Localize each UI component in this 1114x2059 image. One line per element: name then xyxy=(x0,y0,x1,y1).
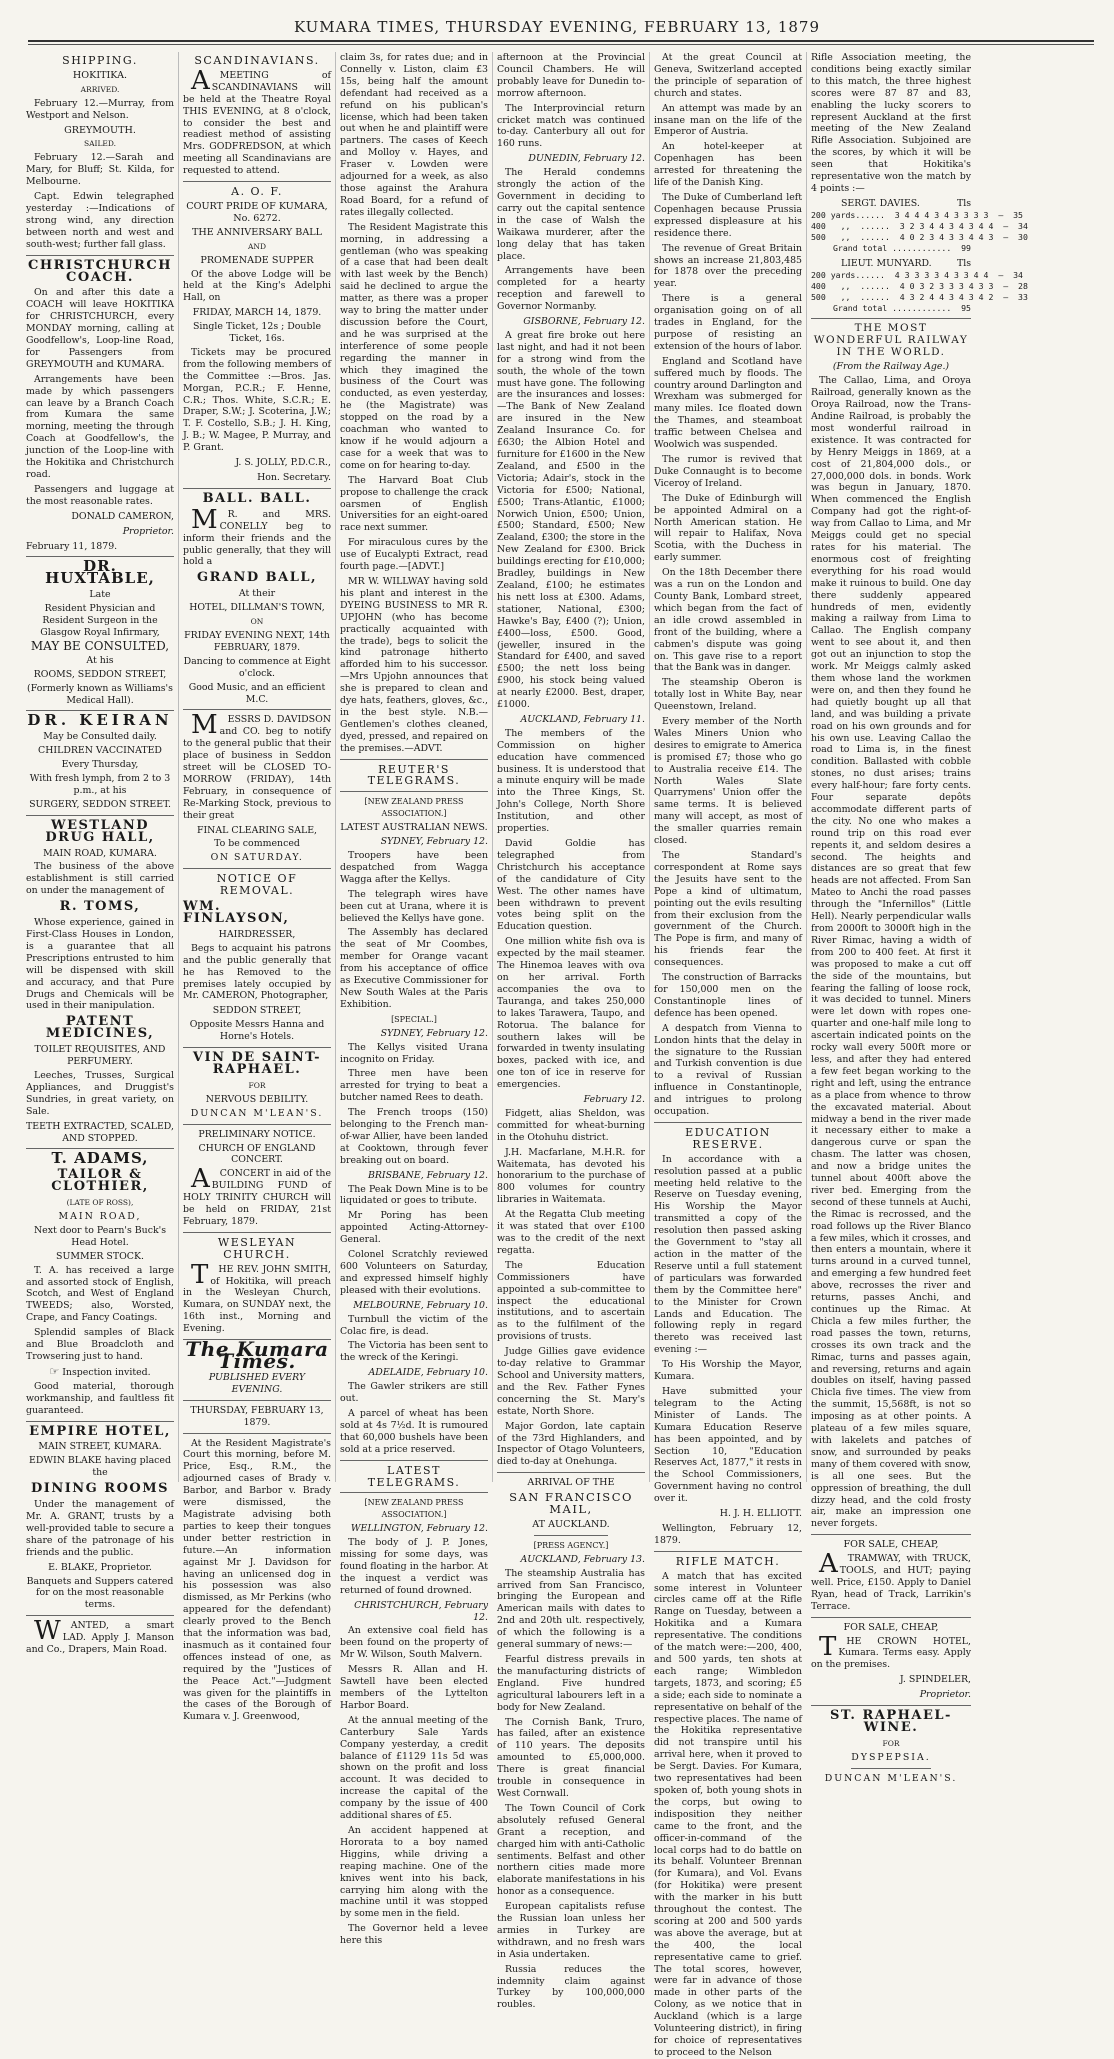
telegram-text: Mr Poring has been appointed Acting-Attorney-General. xyxy=(340,1210,488,1246)
telegram-text: The steamship Oberon is totally lost in White Bay, near Queenstown, Ireland. xyxy=(654,677,802,713)
dateline: WELLINGTON, February 12. xyxy=(350,1523,488,1535)
ad-line: FRIDAY, MARCH 14, 1879. xyxy=(192,307,322,319)
dateline: February 12. xyxy=(583,1094,645,1106)
shooter-name: LIEUT. MUNYARD. xyxy=(841,257,932,269)
telegram-text: Troopers have been despatched from Wagga Wagga after the Kellys. xyxy=(340,850,488,885)
ad-line: (LATE OF ROSS), xyxy=(66,1198,134,1208)
article-text: Have submitted your telegram to the Acting Minister of Lands. The Kumara Education Reserve has been appointed, and by Section 10, "Education Reserves Act, 1877," it rests in the School Commissioners, Government having no control over it. xyxy=(654,1385,802,1505)
source-note: (From the Railway Age.) xyxy=(832,361,950,373)
ad-text: Arrangements have been made by which passengers can leave by a Branch Coach from Kumara the same morning, meeting the through Coach at Goodfellow's, the junction of the Loop-line with the Hokitika and Christchurch road. xyxy=(26,373,174,480)
ad-heading: T. ADAMS, xyxy=(51,1149,149,1168)
ad-heading: VIN DE SAINT-RAPHAEL. xyxy=(192,1050,322,1077)
divider xyxy=(340,791,488,792)
article-text: claim 3s, for rates due; and in Connelly v. Liston, claim £3 15s, being half the amount defendant had received as a refund on his publican's license, which had been taken out when he and plaintiff were partners. The cases of Keech and Molloy v. Hayes, and Fraser v. Lowden were adjourned for a week, as also those against the Arahura Road Board, for a refund of rates illegally collected. xyxy=(340,52,488,218)
ad-heading: NOTICE OF REMOVAL. xyxy=(216,872,298,898)
article-text: Rifle Association meeting, the conditions being exactly similar to this match, the three highest scores were 87 87 and 83, enabling the lucky scorers to represent Auckland at the first meeting of the New Zealand Rifle Association. Subjoined are the scores, by which it will be seen that Hokitika's representative won the match by 4 points :— xyxy=(811,52,971,194)
telegram-text: Turnbull the victim of the Colac fire, is dead. xyxy=(340,1313,488,1337)
divider xyxy=(811,1617,971,1618)
column-4 xyxy=(497,52,645,2011)
ad-line: Every Thursday, xyxy=(61,759,139,771)
ad-line: AND xyxy=(248,241,266,251)
telegram-text: A despatch from Vienna to London hints that the delay in the signature to the Russian and Turkish convention is due to a revival of Russian influence in Constantinople, and intrigues to prolong occupation. xyxy=(654,1022,802,1118)
divider xyxy=(26,815,174,816)
telegram-text: afternoon at the Provincial Council Chambers. He will probably leave for Dunedin to-morrow afternoon. xyxy=(497,52,645,99)
ad-heading: SCANDINAVIANS. xyxy=(194,54,320,67)
ad-line: To be commenced xyxy=(214,838,300,850)
divider xyxy=(851,1768,931,1769)
divider xyxy=(534,1535,608,1536)
ad-text: Whose experience, gained in First-Class Houses in London, is a guarantee that all Prescriptions entrusted to him will be dispensed with skill and accuracy, and that Pure Drugs and Chemicals will be used in their manipulation. xyxy=(26,917,174,1012)
ad-text: Leeches, Trusses, Surgical Appliances, and Druggist's Sundries, in great variety, on Sale. xyxy=(26,1069,174,1117)
telegram-text: The construction of Barracks for 150,000 men on the Constantinople lines of defence has been opened. xyxy=(654,972,802,1019)
column-3 xyxy=(340,52,488,1947)
article-text: For miraculous cures by the use of Eucalypti Extract, read fourth page.—[ADVT.] xyxy=(340,537,488,573)
ad-line: DUNCAN M'LEAN'S. xyxy=(824,1772,958,1784)
subheading: SAILED. xyxy=(83,139,117,149)
section-heading: ARRIVAL OF THE xyxy=(527,1477,615,1489)
ad-line: Late xyxy=(89,589,111,601)
article-text: The Resident Magistrate this morning, in addressing a gentleman (who was speaking of a case that had been dealt with last week by the Bench) said he declined to argue the matter, as there was a proper way to bring the matter under discussion before the Court, and he was surprised at the interference of some people regarding the manner in which they imagined the business of the Court was conducted, as even yesterday, he (the Magistrate) was stopped on the road by a coachman who wanted to know if he would adjourn a case for a week that was to come on for hearing to-day. xyxy=(340,221,488,471)
divider xyxy=(340,1492,488,1493)
divider xyxy=(340,759,488,760)
ad-text: MESSRS D. DAVIDSON and CO. beg to notify to the general public that their place of business in Seddon street will be CLOSED TO-MORROW (FRIDAY), 14th February, in consequence of Re-Marking Stock, previous to their great xyxy=(183,710,331,821)
ad-line: Next door to Pearn's Buck's Head Hotel. xyxy=(33,1224,167,1248)
ad-line: Good Music, and an efficient M.C. xyxy=(188,681,326,705)
telegram-text: Messrs R. Allan and H. Sawtell have been elected members of the Lyttelton Harbor Board. xyxy=(340,1664,488,1711)
section-heading: REUTER'S TELEGRAMS. xyxy=(367,762,461,788)
section-heading: SAN FRANCISCO MAIL, xyxy=(509,1490,633,1517)
column-separator xyxy=(492,52,493,1482)
article-date: Wellington, February 12, 1879. xyxy=(654,1522,802,1546)
divider xyxy=(183,1124,331,1125)
ad-line: TOILET REQUISITES, AND PERFUMERY. xyxy=(34,1044,166,1068)
ad-heading: EMPIRE HOTEL, xyxy=(29,1423,171,1439)
ad-line: PROMENADE SUPPER xyxy=(200,254,314,266)
ad-line: Opposite Messrs Hanna and Horne's Hotels. xyxy=(189,1019,325,1043)
dateline: CHRISTCHURCH, February 12. xyxy=(354,1599,488,1623)
telegram-text: An attempt was made by an insane man on the life of the Emperor of Austria. xyxy=(654,102,802,138)
ad-name: R. TOMS, xyxy=(59,899,141,915)
telegram-text: The Kellys visited Urana incognito on Friday. xyxy=(340,1041,488,1065)
ad-line: With fresh lymph, from 2 to 3 p.m., at his xyxy=(29,773,171,796)
telegram-text: The steamship Australia has arrived from San Francisco, bringing the European and American mails with dates to 2nd and 20th ult. respectively, of which the following is a general summary of news:— xyxy=(497,1567,645,1651)
dateline: SYDNEY, February 12. xyxy=(380,836,488,848)
telegram-text: The body of J. P. Jones, missing for some days, was found floating in the harbor. At the inquest a verdict was returned of found drowned. xyxy=(340,1537,488,1596)
telegram-text: Fearful distress prevails in the manufacturing districts of England. Five hundred agricultural labourers left in a body for New Zealand. xyxy=(497,1654,645,1713)
ad-text: THE REV. JOHN SMITH, of Hokitika, will preach in the Wesleyan Church, Kumara, on SUNDAY next, the 16th inst., Morning and Evening. xyxy=(183,1259,331,1335)
ad-line: Resident Physician and Resident Surgeon in the Glasgow Royal Infirmary, xyxy=(40,603,160,638)
telegram-text: The Victoria has been sent to the wreck of the Keringi. xyxy=(340,1340,488,1364)
signature: J. SPINDELER, xyxy=(899,1674,971,1686)
telegram-text: The revenue of Great Britain shows an increase 21,803,485 for 1878 over the preceding year. xyxy=(654,242,802,290)
telegram-text: There is a general organisation going on of all trades in England, for the purpose of resisting an extension of the hours of labor. xyxy=(654,293,802,352)
telegram-text: The Duke of Cumberland left Copenhagen because Prussia expressed displeasure at his residence there. xyxy=(654,191,802,239)
telegram-text: An hotel-keeper at Copenhagen has been arrested for threatening the life of the Danish King. xyxy=(654,141,802,189)
section-heading: EDUCATION RESERVE. xyxy=(685,1125,771,1151)
column-separator xyxy=(649,52,650,1482)
ad-line: HAIRDRESSER, xyxy=(218,928,296,940)
masthead xyxy=(0,0,1114,44)
ad-line: MAY BE CONSULTED, xyxy=(30,638,170,653)
divider xyxy=(811,318,971,319)
score-header xyxy=(811,198,971,210)
shooter-name: SERGT. DAVIES. xyxy=(841,197,920,209)
ad-heading: PRELIMINARY NOTICE. xyxy=(198,1128,316,1140)
column-5 xyxy=(654,52,802,2058)
article-text: A match that has excited some interest in Volunteer circles came off at the Rifle Range on Tuesday, between a Hokitika and a Kumara representative. The conditions of the match were:—200, 400, and 500 yards, ten shots at each range; Wimbledon targets, 1873, and scoring; £5 a side; each side to nominate a representative on behalf of the respective places. The name of the Hokitika representative did not transpire until his arrival here, when it proved to be Sergt. Davies. For Kumara, two representatives had been spoken of, both young shots in the corps, but owing to indisposition they neither came to the front, and the officer-in-command of the local corps had to do battle on its behalf. Volunteer Brennan (for Kumara), and Vol. Evans (for Hokitika) were present with the marker in his butt throughout the contest. The scoring at 200 and 500 yards was above the average, but at the 400, the local representative came to grief. The total scores, however, were far in advance of those made in other parts of the Colony, as we notice that in Auckland (which is a large Volunteering district), in firing for choice of representatives to proceed to the Nelson xyxy=(654,1570,802,2058)
telegram-text: The French troops (150) belonging to the French man-of-war Allier, have been landed at Cooktown, through fever breaking out on board. xyxy=(340,1107,488,1166)
ad-line: ROOMS, SEDDON STREET, xyxy=(33,668,167,680)
telegram-text: Three men have been arrested for trying to beat a butcher named Rees to death. xyxy=(340,1068,488,1104)
ad-line: FOR xyxy=(882,1738,900,1748)
ad-line: SEDDON STREET, xyxy=(212,1005,302,1017)
telegram-text: Major Gordon, late captain of the 73rd Highlanders, and Inspector of Otago Volunteers, died to-day at Onehunga. xyxy=(497,1420,645,1468)
ad-line: (Formerly known as Williams's Medical Hall). xyxy=(27,682,173,706)
ad-heading: WESTLAND DRUG HALL, xyxy=(45,817,155,845)
telegram-text: The members of the Commission on higher education have commenced business. It is understood that a minute enquiry will be made into the Three Kings, St. John's College, North Shore Institution, and other properties. xyxy=(497,727,645,835)
pointing-hand-icon: ☞ xyxy=(49,1364,60,1378)
ad-text: THE CROWN HOTEL, Kumara. Terms easy. Apply on the premises. xyxy=(811,1631,971,1671)
telegram-text: Judge Gillies gave evidence to-day relative to Grammar School and University matters, and the Rev. Father Fynes concerning the St. Mary's estate, North Shore. xyxy=(497,1346,645,1417)
section-heading: SHIPPING. xyxy=(62,54,138,67)
subheading: ARRIVED. xyxy=(80,84,120,94)
telegram-text: On the 18th December there was a run on the London and County Bank, Lombard street, which began from the fact of an idle crowd assembled in front of the building, where a cabmen's dispute was going on. This gave rise to a report that the Bank was in danger. xyxy=(654,567,802,674)
ad-line: MAIN STREET, KUMARA. xyxy=(38,1441,162,1453)
telegram-text: David Goldie has telegraphed from Christchurch his acceptance of the candidature of City West. The other names have been withdrawn to prevent votes being split on the Education question. xyxy=(497,838,645,933)
telegram-text: European capitalists refuse the Russian loan unless her armies in Turkey are withdrawn, and no fresh wars in Asia undertaken. xyxy=(497,1901,645,1960)
ad-date: February 11, 1879. xyxy=(26,540,118,552)
ad-line: At their xyxy=(238,588,276,600)
telegram-text: The Duke of Edinburgh will be appointed Admiral on a North American station. He will repair to Halifax, Nova Scotia, with the Duchess in early summer. xyxy=(654,492,802,564)
telegram-text: Arrangements have been completed for a hearty reception and farewell to Governor Normanby. xyxy=(497,265,645,313)
ad-line: SUMMER STOCK. xyxy=(56,1250,144,1262)
telegram-text: A parcel of wheat has been sold at 4s 7½d. It is rumoured that 60,000 bushels have been sold at a price reserved. xyxy=(340,1407,488,1455)
telegram-text: Russia reduces the indemnity claim against Turkey by 100,000,000 roubles. xyxy=(497,1963,645,2011)
ad-line: MAIN ROAD, KUMARA. xyxy=(43,847,157,859)
port-name: HOKITIKA. xyxy=(72,69,128,81)
score-total: Grand total ............ 99 xyxy=(832,242,971,253)
article-text: MR W. WILLWAY having sold his plant and interest in the DYEING BUSINESS to MR R. UPJOHN (who has become practically acquainted with the trade), begs to solicit the kind patronage hitherto afforded him to his successor.—Mrs Upjohn announces that she is prepared to clean and dye hats, feathers, gloves, &c., in the best style. N.B.—Gentlemen's clothes cleaned, dyed, pressed, and repaired on the premises.—ADVT. xyxy=(340,575,488,754)
signature-title: Proprietor. xyxy=(919,1689,971,1701)
ad-subheading: CHURCH OF ENGLAND CONCERT. xyxy=(198,1142,316,1166)
ad-line: DYSPEPSIA. xyxy=(851,1751,931,1763)
ad-heading: DR. HUXTABLE, xyxy=(45,557,155,588)
score-header xyxy=(811,258,971,270)
ad-heading: ST. RAPHAEL-WINE. xyxy=(830,1708,952,1735)
telegram-text: The Interprovincial return cricket match was continued to-day. Canterbury all out for 160 runs. xyxy=(497,102,645,150)
column-1 xyxy=(26,52,174,1656)
divider xyxy=(183,488,331,489)
telegram-text: Colonel Scratchly reviewed 600 Volunteers on Saturday, and expressed himself highly pleased with their evolutions. xyxy=(340,1249,488,1296)
totals-label: Tls xyxy=(956,197,971,209)
telegram-text: A great fire broke out here last night, and had it not been for a strong wind from the south, the whole of the town must have gone. The following are the insurances and losses:—The Bank of New Zealand are insured in the New Zealand Insurance Co. for £630; the Albion Hotel and furniture for £1600 in the New Zealand, and £500 in the Victoria; Adair's, stock in the Victoria for £500; National, £500; Trans-Atlantic, £1000; Norwich Union, £500; Union, £500; Standard, £500; New Zealand, £300; the store in the New Zealand for £300. Brick buildings erecting for £10,000; Bradley, buildings in New Zealand, £100; he estimates his nett loss at £300. Adams, stationer, National, £300; Hawke's Bay, £400 (?); Union, £400—loss, £500. Good, (jeweller, insured in the Standard for £400, and saved £500; the nett loss being £900, his stock being valued at nearly £2000. Best, draper, £1000. xyxy=(497,329,645,711)
ad-line: At his xyxy=(86,654,114,666)
column-6 xyxy=(811,52,1028,1784)
ad-line: ON xyxy=(250,617,264,627)
ad-line: HOTEL, DILLMAN'S TOWN, xyxy=(189,602,325,614)
section-heading: LATEST TELEGRAMS. xyxy=(367,1463,461,1489)
ad-text: Good material, thorough workmanship, and faultless fit guaranteed. xyxy=(26,1380,174,1416)
ad-text: Of the above Lodge will be held at the King's Adelphi Hall, on xyxy=(183,268,331,304)
divider xyxy=(340,1460,488,1461)
ad-text: Splendid samples of Black and Blue Broadcloth and Trowsering just to hand. xyxy=(26,1327,174,1362)
article-text: In accordance with a resolution passed at a public meeting held relative to the Reserve on Tuesday evening, His Worship the Mayor transmitted a copy of the resolution then passed asking the Government to "stay all action in the matter of the Reserve until a full statement of particulars was forwarded them by the Committee here" to the Minister for Crown Lands and Education. The following reply in regard thereto was received last evening :— xyxy=(654,1153,802,1356)
divider xyxy=(183,868,331,869)
score-row: 200 yards...... 3 4 4 4 3 4 3 3 3 3 — 35 xyxy=(811,209,1023,220)
newspaper-nameplate: The Kumara Times. xyxy=(185,1337,329,1373)
ad-heading: BALL. BALL. xyxy=(202,490,312,506)
ad-text: MR. and MRS. CONELLY beg to inform their friends and the public generally, that they will hold a xyxy=(183,504,331,568)
telegram-text: The Education Commissioners have appointed a sub-committee to inspect the educational institutions, and to ascertain as to the fulfilment of the provisions of trusts. xyxy=(497,1259,645,1343)
ad-line: Single Ticket, 12s ; Double Ticket, 16s. xyxy=(192,321,322,345)
ad-line: E. BLAKE, Proprietor. xyxy=(48,1561,152,1573)
ad-heading: DR. KEIRAN xyxy=(27,711,173,730)
ad-text: ATRAMWAY, with TRUCK, TOOLS, and HUT; paying well. Price, £150. Apply to Daniel Ryan, head of Track, Larrikin's Terrace. xyxy=(811,1549,971,1612)
score-total: Grand total ............ 95 xyxy=(832,302,971,313)
article-text: At the Resident Magistrate's Court this morning, before M. Price, Esq., R.M., the adjourned cases of Brady v. Barbor, and Barbor v. Brady were dismissed, the Magistrate advising both parties to keep their tongues under better restriction in future.—An information against Mr J. Davidson for having an unlicensed dog in his possession was also dismissed, as Mr Perkins (who appeared for the defendant) clearly proved to the Bench that the information was bad, inasmuch as it contained four offences instead of one, as required by the "Justices of the Peace Act."—Judgment was given for the plaintiffs in the cases of the Borough of Kumara v. J. Greenwood, xyxy=(183,1437,331,1723)
telegram-text: The Town Council of Cork absolutely refused General Grant a reception, and charged him with anti-Catholic sentiments. Belfast and other northern cities made more elaborate manifestations in his honor as a consequence. xyxy=(497,1802,645,1898)
ad-line: FRIDAY EVENING NEXT, 14th FEBRUARY, 1879. xyxy=(184,629,330,653)
column-separator xyxy=(178,52,179,1482)
telegram-text: At the annual meeting of the Canterbury Sale Yards Company yesterday, a credit balance of £1129 11s 5d was shown on the profit and loss account. It was decided to increase the capital of the company by the issue of 400 additional shares of £5. xyxy=(340,1714,488,1822)
telegram-text: J.H. Macfarlane, M.H.R. for Waitemata, has devoted his honorarium to the purchase of 800 volumes for country libraries in Waitemata. xyxy=(497,1146,645,1206)
masthead-rule xyxy=(28,40,1094,45)
subheading: AT AUCKLAND. xyxy=(532,1518,610,1530)
column-separator xyxy=(335,52,336,1482)
dateline: DUNEDIN, February 12. xyxy=(528,153,645,165)
dateline: SYDNEY, February 12. xyxy=(380,1027,488,1039)
section-heading: THE MOST WONDERFUL RAILWAY IN THE WORLD. xyxy=(813,321,969,358)
telegram-text: England and Scotland have suffered much by floods. The country around Darlington and Wrexham was submerged for many miles. Ice floated down the Thames, and steamboat traffic between Chelsea and Woolwich was suspended. xyxy=(654,355,802,451)
totals-label: Tls xyxy=(956,257,971,269)
article-text: To His Worship the Mayor, Kumara. xyxy=(654,1359,802,1383)
telegram-text: Every member of the North Wales Miners Union who desires to emigrate to America is promised £7; those who go to Australia receive £14. The North Wales Slate Quarrymens' Union offer the same terms. It is believed many will accept, as most of the smaller quarries remain closed. xyxy=(654,716,802,847)
ad-text: T. A. has received a large and assorted stock of English, Scotch, and West of England TWEEDS; also, Worsted, Crape, and Fancy Coatings. xyxy=(26,1264,174,1324)
telegram-text: The Assembly has declared the seat of Mr Coombes, member for Orange vacant from his acceptance of office as Executive Commissioner for New South Wales at the Paris Exhibition. xyxy=(340,927,488,1010)
divider xyxy=(654,1551,802,1552)
dateline: AUCKLAND, February 13. xyxy=(520,1553,645,1565)
ad-line: THE ANNIVERSARY BALL xyxy=(191,226,322,238)
wanted-ad: WANTED, a smart LAD. Apply J. Manson and Co., Drapers, Main Road. xyxy=(26,1616,174,1656)
inspection-text: Inspection invited. xyxy=(62,1366,151,1378)
ad-line: SURGERY, SEDDON STREET. xyxy=(29,798,171,810)
dateline: ADELAIDE, February 10. xyxy=(368,1367,488,1379)
ad-text: On and after this date a COACH will leave HOKITIKA for CHRISTCHURCH, every MONDAY morning, calling at Goodfellow's, Loop-line Road, for Passengers from GREYMOUTH and KUMARA. xyxy=(26,287,174,370)
ad-line: TEETH EXTRACTED, SCALED, AND STOPPED. xyxy=(26,1120,174,1144)
ad-text: The business of the above establishment is still carried on under the management of xyxy=(26,861,174,897)
ad-heading: A. O. F. xyxy=(231,185,283,199)
ad-heading: FOR SALE, CHEAP, xyxy=(843,1621,939,1633)
columns xyxy=(26,52,1094,2058)
ad-name: WM. FINLAYSON, xyxy=(183,899,290,926)
signature-title: Proprietor. xyxy=(122,525,174,537)
ad-line: CHILDREN VACCINATED xyxy=(38,745,162,757)
ad-line: Dancing to commence at Eight o'clock. xyxy=(183,655,331,679)
divider xyxy=(497,1472,645,1473)
telegram-text: The Peak Down Mine is to be liquidated or goes to tribute. xyxy=(340,1183,488,1207)
weather-note: Capt. Edwin telegraphed yesterday :—Indications of strong wind, any direction between north and west and south-west; further fall glass. xyxy=(26,191,174,250)
publication-note: PUBLISHED EVERY EVENING. xyxy=(208,1371,306,1395)
subheading: [SPECIAL.] xyxy=(391,1014,437,1024)
telegram-text: One million white fish ova is expected by the mail steamer. The Hinemoa leaves with ova on her arrival. Forth accompanies the ova to Tauranga, and takes 250,000 to lakes Tarawera, Taupo, and Rotorua. The balance for southern lakes will be forwarded in twenty insulating boxes, packed with ice, and one ton of ice in reserve for emergencies. xyxy=(497,936,645,1091)
ad-text: Tickets may be procured from the following members of the Committee :—Bros. Jas. Morgan, P.C.R.; F. Henne, C.R.; Thos. White, S.C.R.; E. Draper, S.W.; J. Scoterina, J.W.; T. F. Costello, S.B.; J. H. King, J. B.; W. Magee, P. Murray, and P. Grant. xyxy=(183,346,331,454)
telegram-text: The rumor is revived that Duke Connaught is to become Viceroy of Ireland. xyxy=(654,454,802,489)
telegram-text: The telegraph wires have been cut at Urana, where it is believed the Kellys have gone. xyxy=(340,888,488,924)
ad-subheading: TAILOR & CLOTHIER, xyxy=(51,1167,149,1195)
divider xyxy=(183,1433,331,1434)
dateline: BRISBANE, February 12. xyxy=(367,1169,488,1181)
telegram-text: The Herald condemns strongly the action of the Government in deciding to carry out the capital sentence in the case of Walsh the Waikawa murderer, after the long delay that has taken place. xyxy=(497,167,645,262)
dateline: MELBOURNE, February 10. xyxy=(353,1299,488,1311)
score-row: 200 yards...... 4 3 3 3 3 4 3 3 4 4 — 34 xyxy=(811,269,1023,280)
score-row: 500 ,, ...... 4 3 2 4 4 3 4 3 4 2 — 33 xyxy=(811,291,1028,302)
page-title: KUMARA TIMES, THURSDAY EVENING, FEBRUARY 13, 1879 xyxy=(293,18,820,36)
article-text: The Callao, Lima, and Oroya Railroad, generally known as the Oroya Railroad, now the Trans-Andine Railroad, is probably the most wonderful railroad in existence. It was contracted for by Henry Meiggs in 1869, at a cost of 21,804,000 dols., or 27,000,000 dols. in bonds. Work was begun in January, 1870. When commenced the English Company had got the right-of-way from Callao to Lima, and Mr Meiggs could get no special rates for his material. The enormous cost of freighting everything for his road would make it ruinous to build. One day there suddenly appeared hundreds of men, evidently making a railway from Lima to Callao. The English company went to see about it, and then got out an injunction to stop the work. Mr Meiggs calmly asked them whose land the workmen were on, and then they found he had quietly bought up all that land, and was building a private road on his own grounds and for his own use. Leaving Callao the road to Lima is, in the finest condition. Ballasted with cobble stones, no dust arises; trains every half-hour; fare forty cents. Four separate depôts accommodate different parts of the city. No one who makes a round trip on this road ever repents it, and seldom desires a second. The heights and distances are so great that few heads are not affected. From San Mateo to Anchi the road passes through the "Infernillos" (Little Hell). Nearly perpendicular walls from 2000ft to 3000ft high in the River Rimac, having a width of from 200 to 400 feet. At first it was proposed to make a cut off the side of the mountains, but fearing the falling of loose rock, it was decided to tunnel. Miners were let down with ropes one-quarter and one-half mile long to ascertain indicated points on the rocky wall every 500ft more or less, and after they had entered a few feet began working to the right and left, using the entrance as a place from whence to throw the excavated material. About midway a bend in the river made it necessary either to make a dangerous curve or span the chasm. The latter was chosen, and now a bridge unites the tunnel about 400ft above the river bed. Emerging from the second of these tunnels at Auchi, the Rimac is recrossed, and the road follows up the River Blanco a few miles, which it crosses, and then enters a mountain, where it turns around in a curved tunnel, and emerging a few hundred feet above, recrosses the river and returns, passes Anchi, and continues up the Rimac. At Chicla a few miles further, the road passes the town, returns, crosses its own track and the Rimac, turns and passes again, and reversing, returns and again doubles on itself, having passed Chicla five times. The view from the summit, 15,568ft, is not so imposing as at other points. A plateau of a few miles square, with lakelets and patches of snow, and surrounded by peaks many of them covered with snow, is all one sees. But the oppression of breathing, the dull dizzy head, and the cold frosty air, make an impression one never forgets. xyxy=(811,375,971,1530)
ad-line xyxy=(26,1366,174,1379)
divider xyxy=(183,1047,331,1048)
signature: H. J. H. ELLIOTT. xyxy=(719,1508,802,1520)
ad-heading: CHRISTCHURCH COACH. xyxy=(28,257,172,285)
port-name: GREYMOUTH. xyxy=(64,124,136,136)
divider xyxy=(183,181,331,182)
score-row: 400 ,, ...... 3 2 3 4 4 3 4 3 4 4 — 34 xyxy=(811,220,1028,231)
divider xyxy=(654,1122,802,1123)
ad-line: DUNCAN M'LEAN'S. xyxy=(190,1107,324,1119)
ad-subheading: DINING ROOMS xyxy=(30,1481,170,1497)
divider xyxy=(183,1400,331,1401)
column-2 xyxy=(183,52,331,1723)
ad-text: Passengers and luggage at the most reasonable rates. xyxy=(26,483,174,507)
ad-heading: WESLEYAN CHURCH. xyxy=(217,1235,297,1261)
subheading: LATEST AUSTRALIAN NEWS. xyxy=(340,822,488,834)
ad-line: FINAL CLEARING SALE, xyxy=(196,824,318,836)
ad-line: EDWIN BLAKE having placed the xyxy=(29,1455,171,1479)
signature: DONALD CAMERON, xyxy=(71,510,174,522)
divider xyxy=(811,1534,971,1535)
telegram-text: An extensive coal field has been found on the property of Mr W. Wilson, South Malvern. xyxy=(340,1625,488,1661)
edition-date: THURSDAY, FEBRUARY 13, 1879. xyxy=(190,1404,324,1428)
ad-line: NERVOUS DEBILITY. xyxy=(205,1093,309,1105)
telegram-text: The Standard's correspondent at Rome says the Jesuits have sent to the Pope a kind of ultimatum, pointing out the evils resulting from their exclusion from the government of the Church. The Pope is firm, and many of his friends fear the consequences. xyxy=(654,850,802,969)
dateline: AUCKLAND, February 11. xyxy=(520,713,645,725)
section-heading: RIFLE MATCH. xyxy=(675,1554,781,1568)
press-credit: [PRESS AGENCY.] xyxy=(533,1540,609,1550)
column-separator xyxy=(806,52,807,1482)
telegram-text: Fidgett, alias Sheldon, was committed for wheat-burning in the Otohuhu district. xyxy=(497,1107,645,1143)
ad-subheading: COURT PRIDE OF KUMARA, No. 6272. xyxy=(186,200,328,224)
divider xyxy=(811,1705,971,1706)
ad-heading: PATENT MEDICINES, xyxy=(45,1014,155,1042)
article-text: The Harvard Boat Club propose to challenge the crack oarsmen of English Universities for an eight-oared race next summer. xyxy=(340,474,488,534)
signature: J. S. JOLLY, P.D.C.R., xyxy=(235,457,331,469)
telegram-text: An accident happened at Hororata to a boy named Higgins, while driving a reaping machine. One of the knives went into his back, carrying him along with the machine until it was stopped by some men in the field. xyxy=(340,1824,488,1920)
ad-text: Under the management of Mr. A. GRANT, trusts by a well-provided table to secure a share of the patronage of his friends and the public. xyxy=(26,1499,174,1558)
ad-line: Banquets and Suppers catered for on the most reasonable terms. xyxy=(26,1575,174,1611)
ad-line: MAIN ROAD, xyxy=(58,1211,142,1223)
ad-text: ACONCERT in aid of the BUILDING FUND of HOLY TRINITY CHURCH will be held on FRIDAY, 21st February, 1879. xyxy=(183,1164,331,1227)
press-credit: [NEW ZEALAND PRESS ASSOCIATION.] xyxy=(364,797,464,819)
press-credit: [NEW ZEALAND PRESS ASSOCIATION.] xyxy=(364,1498,464,1520)
telegram-text: The Gawler strikers are still out. xyxy=(340,1381,488,1405)
ad-text: AMEETING of SCANDINAVIANS will be held at the Theatre Royal THIS EVENING, at 8 o'clock, to consider the best and readiest method of assisting Mrs. GODFREDSON, at which meeting all Scandinavians are requested to attend. xyxy=(183,65,331,177)
signature-title: Hon. Secretary. xyxy=(257,472,331,483)
shipping-entry: February 12.—Murray, from Westport and Nelson. xyxy=(26,97,174,121)
ad-text: Begs to acquaint his patrons and the public generally that he has Removed to the premises lately occupied by Mr. CAMERON, Photographer, xyxy=(183,942,331,1002)
ad-line: May be Consulted daily. xyxy=(43,731,157,743)
dateline: GISBORNE, February 12. xyxy=(523,316,645,328)
score-row: 500 ,, ...... 4 0 2 3 4 3 3 4 4 3 — 30 xyxy=(811,231,1028,242)
divider xyxy=(26,255,174,256)
ad-subheading: GRAND BALL, xyxy=(196,570,318,586)
telegram-text: The Governor held a levee here this xyxy=(340,1923,488,1947)
shipping-entry: February 12.—Sarah and Mary, for Bluff; St. Kilda, for Melbourne. xyxy=(26,152,174,188)
ad-heading: FOR SALE, CHEAP, xyxy=(843,1539,939,1551)
ad-line: ON SATURDAY. xyxy=(210,852,304,864)
telegram-text: At the Regatta Club meeting it was stated that over £100 was to the credit of the next regatta. xyxy=(497,1209,645,1256)
ad-line: FOR xyxy=(248,1080,266,1090)
score-row: 400 ,, ...... 4 0 3 2 3 3 3 4 3 3 — 28 xyxy=(811,280,1028,291)
telegram-text: The Cornish Bank, Truro, has failed, after an existence of 110 years. The deposits amounted to £5,000,000. There is great financial trouble in consequence in West Cornwall. xyxy=(497,1716,645,1799)
telegram-text: At the great Council at Geneva, Switzerland accepted the principle of separation of church and states. xyxy=(654,52,802,99)
divider xyxy=(26,1421,174,1422)
divider xyxy=(183,1232,331,1233)
